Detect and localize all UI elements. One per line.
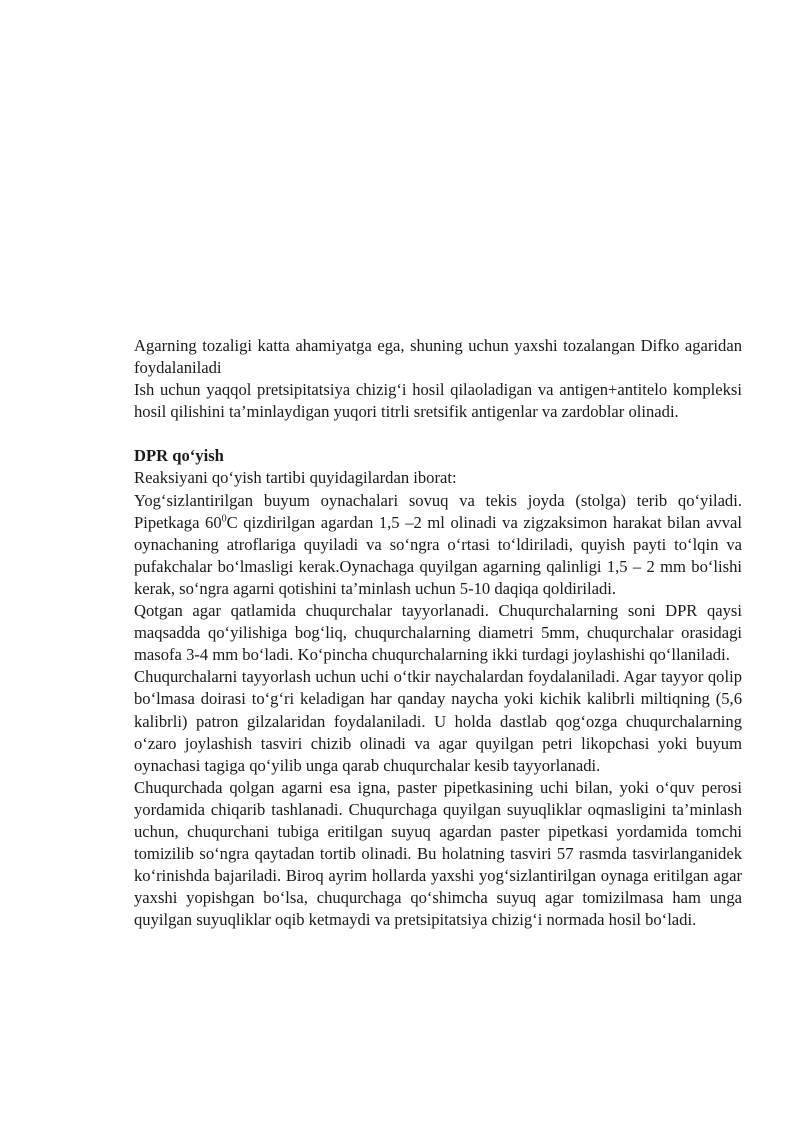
agar-pouring-text-end: C qizdirilgan agardan 1,5 –2 ml olinadi va zigzaksimon harakat bilan avval oynachaning atroflariga quyiladi va so‘ngra o‘rtasi to‘ldiriladi, quyish payti to‘lqin va pufakchalar bo‘lmasligi kerak.Oynachaga quyilgan agarning qalinligi 1,5 – 2 mm bo‘lishi kerak, so‘ngra agarni qotishini ta’minlash uchun 5-10 daqiqa qoldiriladi. [134,512,742,598]
paragraph-well-preparation: Chuqurchalarni tayyorlash uchun uchi o‘tkir naychalardan foydalaniladi. Agar tayyor qolip bo‘lmasa doirasi to‘g‘ri keladigan har qanday naycha yoki kichik kalibrli miltiqning (5,6 kalibrli) patron gilzalaridan foydalaniladi. U holda dastlab qog‘ozga chuqurchalarning o‘zaro joylashish tasviri chizib olinadi va agar quyilgan petri likopchasi yoki buyum oynachasi tagiga qo‘yilib unga qarab chuqurchalar kesib tayyorlanadi. [134,667,742,775]
paragraph-agar-pouring [134,490,742,600]
document-page [134,335,742,931]
intro-paragraph-2: Ish uchun yaqqol pretsipitatsiya chizig‘i hosil qilaoladigan va antigen+antitelo kompleksi hosil qilishini ta’minlaydigan yuqori titrli sretsifik antigenlar va zardoblar olinadi. [134,380,742,422]
paragraph-wells: Qotgan agar qatlamida chuqurchalar tayyorlanadi. Chuqurchalarning soni DPR qaysi maqsadda qo‘yilishiga bog‘liq, chuqurchalarning diametri 5mm, chuqurchalar orasidagi masofa 3-4 mm bo‘ladi. Ko‘pincha chuqurchalarning ikki turdagi joylashishi qo‘llaniladi. [134,601,742,665]
intro-paragraph-1: Agarning tozaligi katta ahamiyatga ega, shuning uchun yaxshi tozalangan Difko agaridan foydalaniladi [134,336,742,378]
paragraph-gap [134,423,742,445]
paragraph-agar-removal: Chuqurchada qolgan agarni esa igna, paster pipetkasining uchi bilan, yoki o‘quv perosi yordamida chiqarib tashlanadi. Chuqurchaga quyilgan suyuqliklar oqmasligini ta’minlash uchun, chuqurchani tubiga eritilgan suyuq agardan paster pipetkasi yordamida tomchi tomizilib so‘ngra qaytadan tortib olinadi. Bu holatning tasviri 57 rasmda tasvirlanganidek ko‘rinishda bajariladi. Biroq ayrim hollarda yaxshi yog‘sizlantirilgan oynaga eritilgan agar yaxshi yopishgan bo‘lsa, chuqurchaga qo‘shimcha suyuq agar tomizilmasa ham unga quyilgan suyuqliklar oqib ketmaydi va pretsipitatsiya chizig‘i normada hosil bo‘ladi. [134,777,742,930]
degree-superscript: 0 [221,513,227,525]
agar-pouring-text-start: Yog‘sizlantirilgan buyum oynachalari sovuq va tekis joyda (stolga) terib qo‘yiladi. Pipetkaga 60 [134,490,742,532]
paragraph-procedure-intro: Reaksiyani qo‘yish tartibi quyidagilardan iborat: [134,468,457,488]
section-heading: DPR qo‘yish [134,446,224,466]
